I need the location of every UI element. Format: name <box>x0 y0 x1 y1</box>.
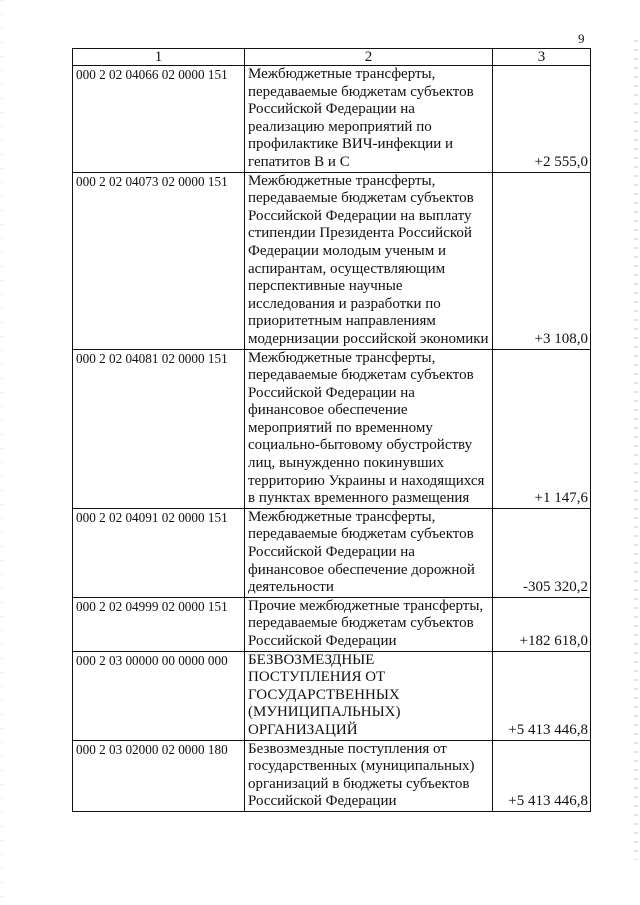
table-row <box>73 740 591 811</box>
row-amount: +5 413 446,8 <box>493 740 591 811</box>
row-amount: +5 413 446,8 <box>493 651 591 740</box>
table-row <box>73 66 591 173</box>
row-code: 000 2 02 04073 02 0000 151 <box>73 172 245 349</box>
table-row <box>73 597 591 651</box>
row-code: 000 2 03 02000 02 0000 180 <box>73 740 245 811</box>
row-description: Прочие межбюджетные трансферты, передаваемые бюджетам субъектов Российской Федерации <box>245 597 493 651</box>
row-amount: -305 320,2 <box>493 508 591 597</box>
row-description: БЕЗВОЗМЕЗДНЫЕ ПОСТУПЛЕНИЯ ОТ ГОСУДАРСТВЕННЫХ (МУНИЦИПАЛЬНЫХ) ОРГАНИЗАЦИЙ <box>245 651 493 740</box>
row-code: 000 2 03 00000 00 0000 000 <box>73 651 245 740</box>
row-code: 000 2 02 04066 02 0000 151 <box>73 66 245 173</box>
budget-table <box>72 48 591 812</box>
column-header-code: 1 <box>73 49 245 66</box>
row-description: Безвозмездные поступления от государственных (муниципальных) организаций в бюджеты субъектов Российской Федерации <box>245 740 493 811</box>
row-amount: +182 618,0 <box>493 597 591 651</box>
row-code: 000 2 02 04081 02 0000 151 <box>73 349 245 508</box>
table-row <box>73 508 591 597</box>
row-code: 000 2 02 04999 02 0000 151 <box>73 597 245 651</box>
table-header-row <box>73 49 591 66</box>
table-row <box>73 172 591 349</box>
row-amount: +3 108,0 <box>493 172 591 349</box>
row-amount: +1 147,6 <box>493 349 591 508</box>
column-header-amount: 3 <box>493 49 591 66</box>
table-row <box>73 651 591 740</box>
row-amount: +2 555,0 <box>493 66 591 173</box>
page-number: 9 <box>578 31 585 46</box>
column-header-description: 2 <box>245 49 493 66</box>
scan-edge-right <box>634 40 638 860</box>
scan-edge-left <box>0 0 3 905</box>
table-row <box>73 349 591 508</box>
row-description: Межбюджетные трансферты, передаваемые бюджетам субъектов Российской Федерации на финансовое обеспечение дорожной деятельности <box>245 508 493 597</box>
row-description: Межбюджетные трансферты, передаваемые бюджетам субъектов Российской Федерации на реализацию мероприятий по профилактике ВИЧ-инфекции и гепатитов В и С <box>245 66 493 173</box>
row-code: 000 2 02 04091 02 0000 151 <box>73 508 245 597</box>
row-description: Межбюджетные трансферты, передаваемые бюджетам субъектов Российской Федерации на выплату стипендии Президента Российской Федерации молодым ученым и аспирантам, осуществляющим перспективные научные исследования и разработки по приоритетным направлениям модернизации российской экономики <box>245 172 493 349</box>
row-description: Межбюджетные трансферты, передаваемые бюджетам субъектов Российской Федерации на финансовое обеспечение мероприятий по временному социально-бытовому обустройству лиц, вынужденно покинувших территорию Украины и находящихся в пунктах временного размещения <box>245 349 493 508</box>
